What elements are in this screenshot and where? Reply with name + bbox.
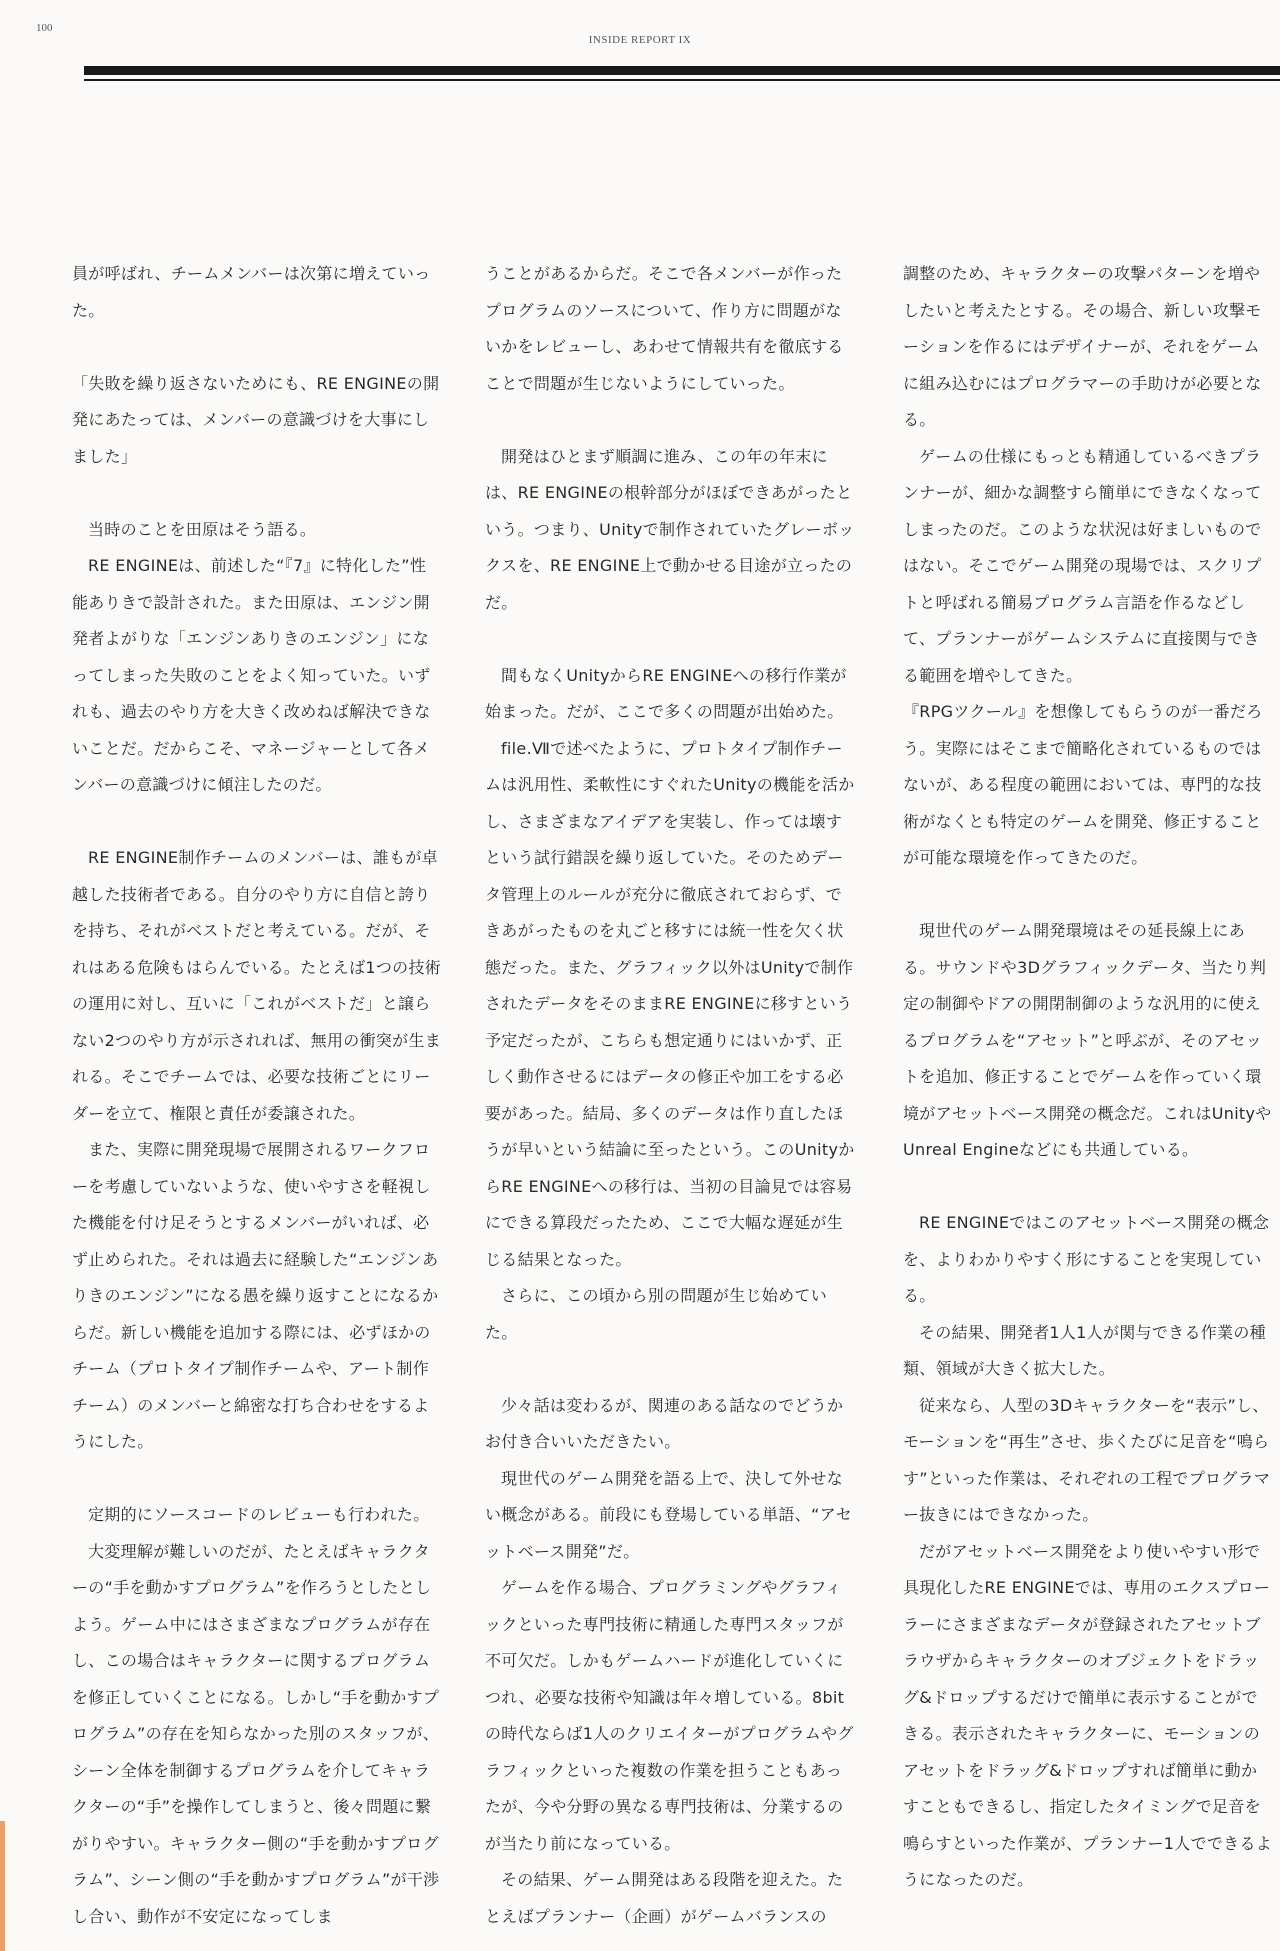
page-edge-accent xyxy=(0,1821,5,1951)
body-paragraph: 間もなくUnityからRE ENGINEへの移行作業が始まった。だが、ここで多くの問題が出始めた。 xyxy=(485,665,847,721)
paragraph-gap xyxy=(72,1461,442,1498)
body-paragraph: 当時のことを田原はそう語る。 xyxy=(88,519,317,539)
body-paragraph: さらに、この頃から別の問題が生じ始めていた。 xyxy=(485,1286,828,1342)
body-paragraph: RE ENGINEは、前述した“『7』に特化した”性能ありきで設計された。また田原は、エンジン開発者よがりな「エンジンありきのエンジン」になってしまった失敗のことをよく知っていた。いずれも、過去のやり方を大きく改めねば解決できないことだ。だからこそ、マネージャーとして各メンバーの意識づけに傾注したのだ。 xyxy=(72,556,431,794)
body-paragraph: 員が呼ばれ、チームメンバーは次第に増えていった。 xyxy=(72,264,431,320)
paragraph-gap xyxy=(485,1351,855,1388)
paragraph-gap xyxy=(485,402,855,439)
body-paragraph: 定期的にソースコードのレビューも行われた。 xyxy=(88,1505,430,1524)
paragraph-gap xyxy=(72,475,442,512)
body-paragraph: 従来なら、人型の3Dキャラクターを“表示”し、モーションを“再生”させ、歩くたびに足音を“鳴らす”といった作業は、それぞれの工程でプログラマー抜きにはできなかった。 xyxy=(903,1395,1271,1524)
body-paragraph: その結果、開発者1人1人が関与できる作業の種類、領域が大きく拡大した。 xyxy=(903,1322,1266,1378)
body-paragraph: RE ENGINE制作チームのメンバーは、誰もが卓越した技術者である。自分のやり方に自信と誇りを持ち、それがベストだと考えている。だが、それはある危険もはらんでいる。たとえば1つの技術の運用に対し、互いに「これがベストだ」と譲らない2つのやり方が示されれば、無用の衝突が生まれる。そこでチームでは、必要な技術ごとにリーダーを立て、権限と責任が委譲された。 xyxy=(72,848,442,1123)
body-paragraph: その結果、ゲーム開発はある段階を迎えた。たとえばプランナー（企画）がゲームバランスの xyxy=(485,1870,844,1926)
body-paragraph: 少々話は変わるが、関連のある話なのでどうかお付き合いいただきたい。 xyxy=(485,1395,844,1451)
body-paragraph: だがアセットベース開発をより使いやすい形で具現化したRE ENGINEでは、専用のエクスプローラーにさまざまなデータが登録されたアセットブラウザからキャラクターのオブジェクトをドラッグ&ドロップするだけで簡単に表示することができる。表示されたキャラクターに、モーションのアセットをドラッグ&ドロップすれば簡単に動かすこともできるし、指定したタイミングで足音を鳴らすといった作業が、プランナー1人でできるようになったのだ。 xyxy=(903,1541,1273,1889)
paragraph-gap xyxy=(72,804,442,841)
page-number: 100 xyxy=(36,22,53,34)
body-paragraph: file.Ⅶで述べたように、プロトタイプ制作チームは汎用性、柔軟性にすぐれたUnityの機能を活かし、さまざまなアイデアを実装し、作っては壊すという試行錯誤を繰り返していた。そのためデータ管理上のルールが充分に徹底されておらず、できあがったものを丸ごと移すには統一性を欠く状態だった。また、グラフィック以外はUnityで制作されたデータをそのままRE ENGINEに移すという予定だったが、こちらも想定通りにはいかず、正しく動作させるにはデータの修正や加工をする必要があった。結局、多くのデータは作り直したほうが早いという結論に至ったという。このUnityからRE ENGINEへの移行は、当初の目論見では容易にできる算段だったため、ここで大幅な遅延が生じる結果となった。 xyxy=(485,738,855,1269)
body-paragraph: また、実際に開発現場で展開されるワークフローを考慮していないような、使いやすさを軽視した機能を付け足そうとするメンバーがいれば、必ず止められた。それは過去に経験した“エンジンありきのエンジン”になる愚を繰り返すことになるからだ。新しい機能を追加する際には、必ずほかのチーム（プロトタイプ制作チームや、アート制作チーム）のメンバーと綿密な打ち合わせをするようにした。 xyxy=(72,1140,439,1451)
header-rule-thick xyxy=(84,66,1280,75)
header-rule-thin xyxy=(84,79,1280,81)
body-paragraph: 大変理解が難しいのだが、たとえばキャラクターの“手を動かすプログラム”を作ろうとしたとしよう。ゲーム中にはさまざまなプログラムが存在し、この場合はキャラクターに関するプログラムを修正していくことになる。しかし“手を動かすプログラム”の存在を知らなかった別のスタッフが、シーン全体を制御するプログラムを介してキャラクターの“手”を操作してしまうと、後々問題に繋がりやすい。キャラクター側の“手を動かすプログラム”、シーン側の“手を動かすプログラム”が干渉し合い、動作が不安定になってしま xyxy=(72,1541,440,1926)
paragraph-gap xyxy=(72,329,442,366)
text-column-3 xyxy=(903,256,1273,1899)
body-paragraph: うことがあるからだ。そこで各メンバーが作ったプログラムのソースについて、作り方に問題がないかをレビューし、あわせて情報共有を徹底することで問題が生じないようにしていった。 xyxy=(485,264,844,393)
body-paragraph: ゲームの仕様にもっとも精通しているべきプランナーが、細かな調整すら簡単にできなくなってしまったのだ。このような状況は好ましいものではない。そこでゲーム開発の現場では、スクリプトと呼ばれる簡易プログラム言語を作るなどして、プランナーがゲームシステムに直接関与できる範囲を増やしてきた。 xyxy=(903,446,1262,685)
paragraph-gap xyxy=(903,1169,1273,1206)
body-paragraph: 現世代のゲーム開発を語る上で、決して外せない概念がある。前段にも登場している単語、“アセットベース開発”だ。 xyxy=(485,1468,853,1561)
body-paragraph: ゲームを作る場合、プログラミングやグラフィックといった専門技術に精通した専門スタッフが不可欠だ。しかもゲームハードが進化していくにつれ、必要な技術や知識は年々増している。8bitの時代ならば1人のクリエイターがプログラムやグラフィックといった複数の作業を担うこともあったが、今や分野の異なる専門技術は、分業するのが当たり前になっている。 xyxy=(485,1578,854,1853)
text-column-1 xyxy=(72,256,442,1935)
body-paragraph: RE ENGINEではこのアセットベース開発の概念を、よりわかりやすく形にすることを実現している。 xyxy=(903,1213,1270,1305)
paragraph-gap xyxy=(903,877,1273,914)
body-paragraph: 現世代のゲーム開発環境はその延長線上にある。サウンドや3Dグラフィックデータ、当たり判定の制御やドアの開閉制御のような汎用的に使えるプログラムを“アセット”と呼ぶが、そのアセットを追加、修正することでゲームを作っていく環境がアセットベース開発の概念だ。これはUnityやUnreal Engineなどにも共通している。 xyxy=(903,921,1272,1159)
body-paragraph: 調整のため、キャラクターの攻撃パターンを増やしたいと考えたとする。その場合、新しい攻撃モーションを作るにはデザイナーが、それをゲームに組み込むにはプログラマーの手助けが必要となる。 xyxy=(903,264,1262,429)
body-paragraph: 開発はひとまず順調に進み、この年の年末には、RE ENGINEの根幹部分がほぼできあがったという。つまり、Unityで制作されていたグレーボックスを、RE ENGINE上で動かせる目途が立ったのだ。 xyxy=(485,446,855,612)
running-head: INSIDE REPORT IX xyxy=(588,34,692,46)
body-paragraph: 『RPGツクール』を想像してもらうのが一番だろう。実際にはそこまで簡略化されているものではないが、ある程度の範囲においては、専門的な技術がなくとも特定のゲームを開発、修正することが可能な環境を作ってきたのだ。 xyxy=(903,702,1263,867)
paragraph-gap xyxy=(485,621,855,658)
text-column-2 xyxy=(485,256,855,1935)
body-paragraph: 「失敗を繰り返さないためにも、RE ENGINEの開発にあたっては、メンバーの意識づけを大事にしました」 xyxy=(72,373,440,466)
